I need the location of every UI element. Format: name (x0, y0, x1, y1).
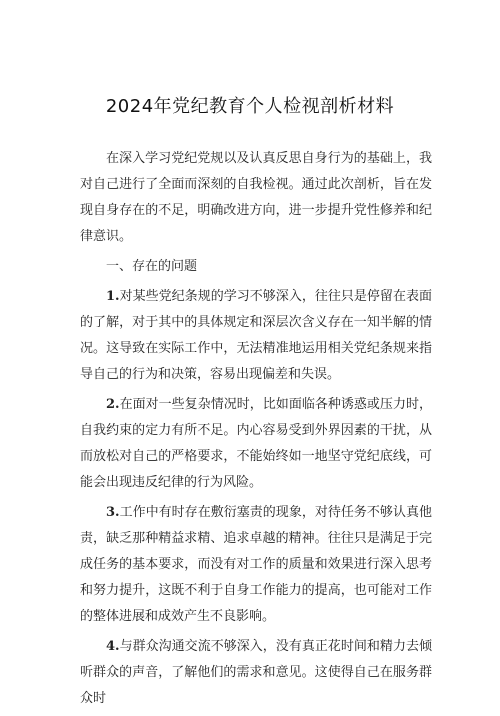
item-number: 4. (106, 639, 120, 654)
item-number: 3. (106, 505, 120, 520)
intro-paragraph: 在深入学习党纪党规以及认真反思自身行为的基础上，我对自己进行了全面而深刻的自我检视。通过此次剖析，旨在发现自身存在的不足，明确改进方向，进一步提升党性修养和纪律意识。 (80, 151, 432, 244)
item-text: 对某些党纪条规的学习不够深入，往往只是停留在表面的了解，对于其中的具体规定和深层次含义存在一知半解的情况。这导致在实际工作中，无法精准地运用相关党纪条规来指导自己的行为和决策，容易出现偏差和失误。 (80, 289, 432, 382)
item-number: 2. (106, 397, 120, 412)
section-heading: 一、存在的问题 (106, 259, 198, 274)
problem-item-2 (80, 392, 432, 496)
problem-item-4 (80, 634, 432, 712)
problem-item-1 (80, 284, 432, 388)
problem-item-3 (80, 500, 432, 630)
item-number: 1. (106, 289, 120, 304)
document-body (80, 146, 432, 716)
item-text: 在面对一些复杂情况时，比如面临各种诱惑或压力时，自我约束的定力有所不足。内心容易受到外界因素的干扰，从而放松对自己的严格要求，不能始终如一地坚守党纪底线，可能会出现违反纪律的行为风险。 (80, 397, 432, 490)
item-text: 与群众沟通交流不够深入，没有真正花时间和精力去倾听群众的声音，了解他们的需求和意见。这使得自己在服务群众时 (80, 639, 432, 706)
document-title: 2024年党纪教育个人检视剖析材料 (105, 96, 395, 117)
item-text: 工作中有时存在敷衍塞责的现象，对待任务不够认真他责，缺乏那种精益求精、追求卓越的精神。往往只是满足于完成任务的基本要求，而没有对工作的质量和效果进行深入思考和努力提升，这既不利于自身工作能力的提高，也可能对工作的整体进展和成效产生不良影响。 (80, 505, 432, 624)
